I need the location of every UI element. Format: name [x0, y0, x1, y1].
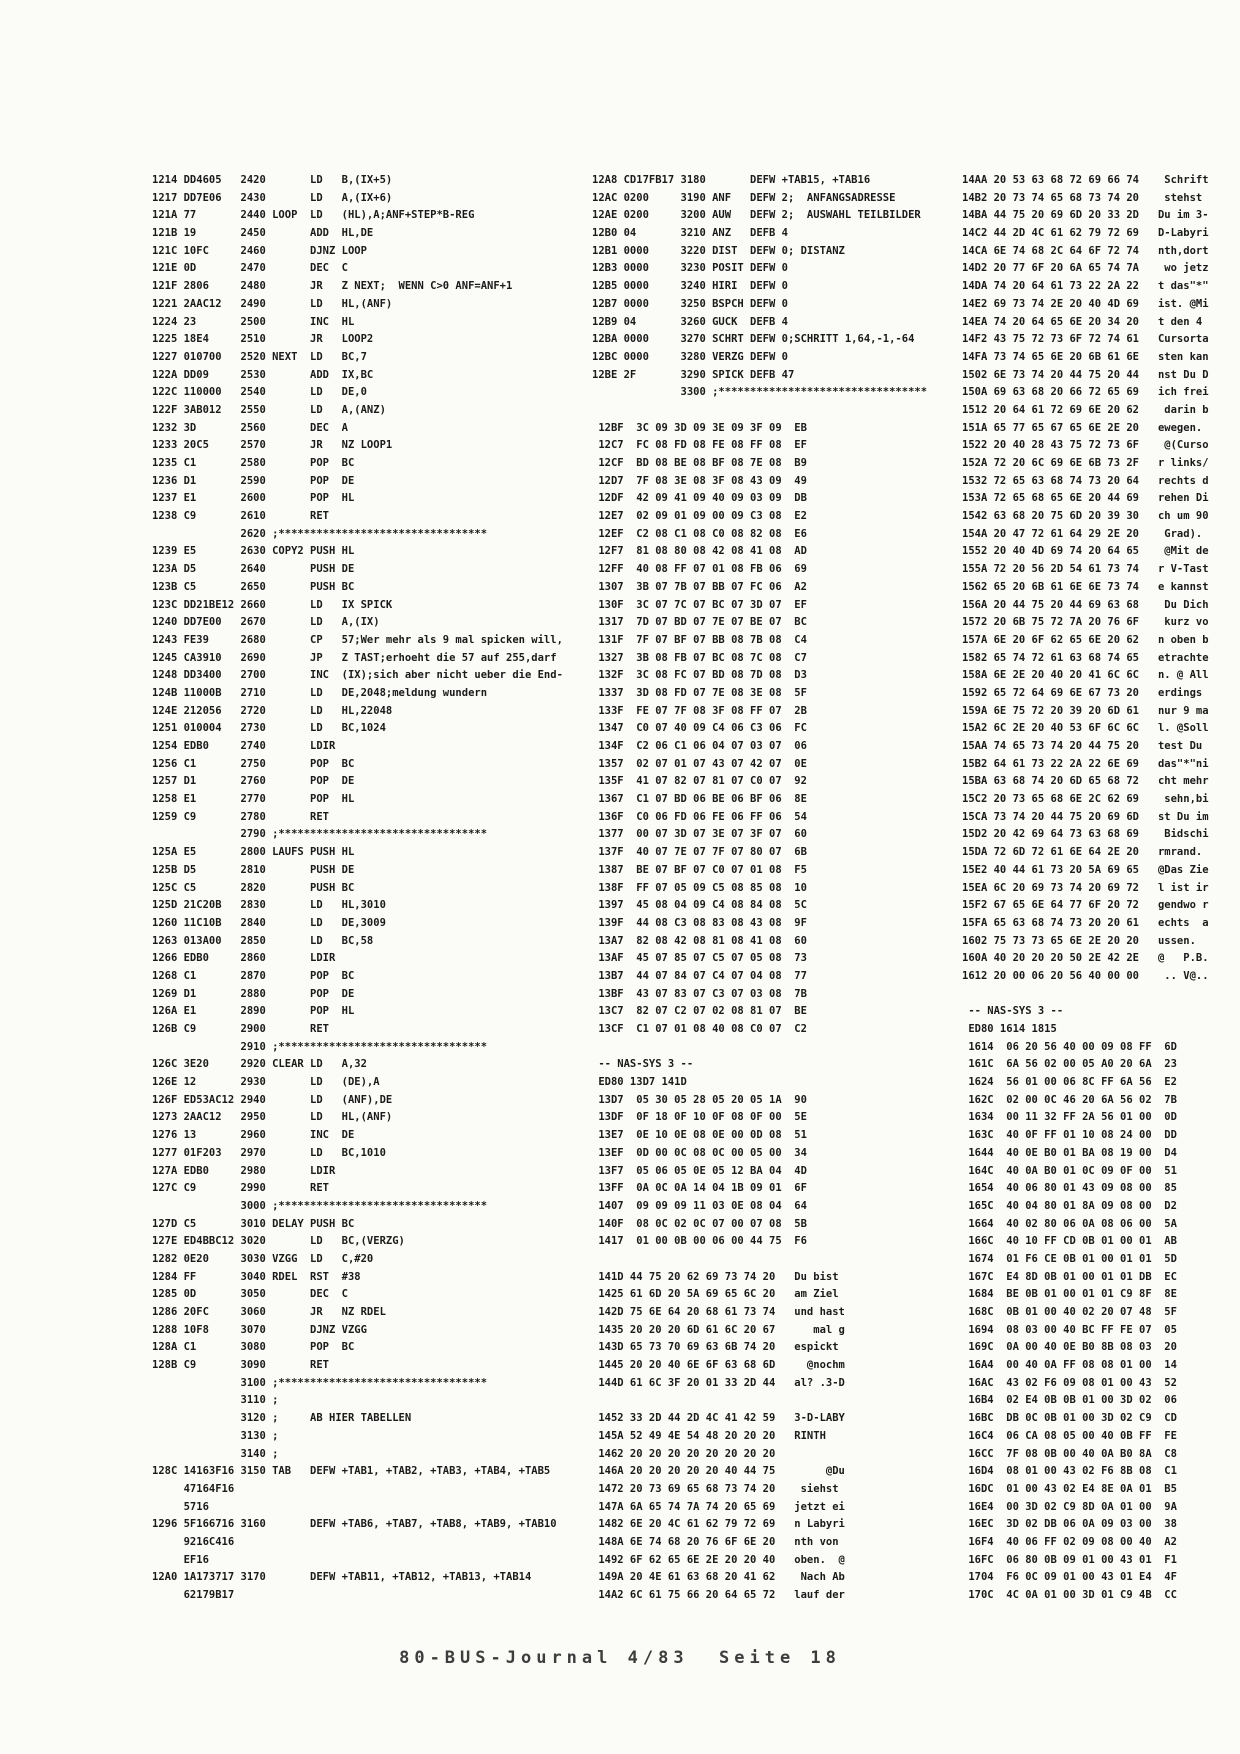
listing-line: 16F4 40 06 FF 02 09 08 00 40 A2 — [962, 1535, 1177, 1548]
listing-line: 128B C9 3090 RET — [152, 1359, 330, 1372]
listing-line: 15BA 63 68 74 20 6D 65 68 72 cht mehr — [962, 775, 1209, 788]
listing-line: 151A 65 77 65 67 65 6E 2E 20 ewegen. — [962, 421, 1203, 434]
listing-line: 1254 EDB0 2740 LDIR — [152, 740, 336, 752]
listing-line: 62179B17 — [152, 1589, 235, 1601]
listing-line: 12F7 81 08 80 08 42 08 41 08 AD — [592, 545, 807, 558]
listing-line: 126F ED53AC12 2940 LD (ANF),DE — [152, 1093, 393, 1106]
listing-line: 127D C5 3010 DELAY PUSH BC — [152, 1217, 355, 1230]
listing-line: 12B7 0000 3250 BSPCH DEFW 0 — [592, 297, 788, 310]
listing-line: 12BA 0000 3270 SCHRT DEFW 0;SCHRITT 1,64,-1,-64 — [592, 333, 915, 346]
listing-line: 15D2 20 42 69 64 73 63 68 69 Bidschi — [962, 828, 1209, 841]
listing-line: 1245 CA3910 2690 JP Z TAST;erhoeht die 57 auf 255,darf — [152, 651, 557, 664]
listing-line: 12FF 40 08 FF 07 01 08 FB 06 69 — [592, 563, 807, 576]
listing-line — [592, 1251, 927, 1269]
listing-line: 126E 12 2930 LD (DE),A — [152, 1076, 380, 1089]
listing-line: 15CA 73 74 20 44 75 20 69 6D st Du im — [962, 810, 1209, 823]
listing-line: 1317 7D 07 BD 07 7E 07 BE 07 BC — [592, 616, 807, 629]
listing-line: 159A 6E 75 72 20 39 20 6D 61 nur 9 ma — [962, 704, 1209, 717]
listing-line: 1347 C0 07 40 09 C4 06 C3 06 FC — [592, 722, 807, 735]
listing-line: 1602 75 73 73 65 6E 2E 20 20 ussen. — [962, 934, 1196, 947]
listing-line: 1407 09 09 09 11 03 0E 08 04 64 — [592, 1199, 807, 1212]
listing-line: 121C 10FC 2460 DJNZ LOOP — [152, 244, 367, 257]
listing-line: 1445 20 20 40 6E 6F 63 68 6D @nochm — [592, 1359, 845, 1372]
listing-line: 3000 ;********************************* — [152, 1199, 488, 1212]
listing-line: 1251 010004 2730 LD BC,1024 — [152, 722, 386, 735]
listing-line: 158A 6E 2E 20 40 20 41 6C 6C n. @ All — [962, 669, 1209, 682]
listing-line: 12C7 FC 08 FD 08 FE 08 FF 08 EF — [592, 439, 807, 452]
listing-line: 1644 40 0E B0 01 BA 08 19 00 D4 — [962, 1146, 1177, 1159]
listing-line: 1462 20 20 20 20 20 20 20 20 — [592, 1447, 776, 1460]
listing-line: 1674 01 F6 CE 0B 01 00 01 01 5D — [962, 1252, 1177, 1265]
listing-line: 1276 13 2960 INC DE — [152, 1129, 355, 1142]
listing-line: 14E2 69 73 74 2E 20 40 4D 69 ist. @Mi — [962, 297, 1209, 310]
listing-line: 1327 3B 08 FB 07 BC 08 7C 08 C7 — [592, 651, 807, 664]
listing-line: 3130 ; — [152, 1429, 279, 1442]
listing-column-middle — [592, 172, 927, 1605]
listing-line: 1417 01 00 0B 00 06 00 44 75 F6 — [592, 1235, 807, 1248]
listing-line: 144D 61 6C 3F 20 01 33 2D 44 al? .3-D — [592, 1376, 845, 1389]
listing-line: 1435 20 20 20 6D 61 6C 20 67 mal g — [592, 1323, 845, 1336]
listing-line: 121F 2806 2480 JR Z NEXT; WENN C>0 ANF=ANF+1 — [152, 280, 513, 293]
listing-line: 15A2 6C 2E 20 40 53 6F 6C 6C l. @Soll — [962, 722, 1209, 735]
listing-line: 152A 72 20 6C 69 6E 6B 73 2F r links/ — [962, 457, 1209, 469]
listing-line: 14B2 20 73 74 65 68 73 74 20 stehst — [962, 191, 1203, 204]
listing-line: 127A EDB0 2980 LDIR — [152, 1164, 336, 1177]
listing-line: 1482 6E 20 4C 61 62 79 72 69 n Labyri — [592, 1518, 845, 1531]
listing-line: 1397 45 08 04 09 C4 08 84 08 5C — [592, 899, 807, 912]
listing-line: 1654 40 06 80 01 43 09 08 00 85 — [962, 1182, 1177, 1195]
listing-line: 1286 20FC 3060 JR NZ RDEL — [152, 1306, 386, 1318]
listing-line: 134F C2 06 C1 06 04 07 03 07 06 — [592, 740, 807, 752]
listing-line: 154A 20 47 72 61 64 29 2E 20 Grad). — [962, 527, 1203, 540]
listing-line: 1263 013A00 2850 LD BC,58 — [152, 934, 374, 947]
listing-line: 1214 DD4605 2420 LD B,(IX+5) — [152, 174, 393, 186]
listing-line: 15E2 40 44 61 73 20 5A 69 65 @Das Zie — [962, 863, 1209, 876]
listing-line: 13DF 0F 18 0F 10 0F 08 0F 00 5E — [592, 1111, 807, 1124]
listing-line: 1307 3B 07 7B 07 BB 07 FC 06 A2 — [592, 580, 807, 593]
listing-line: 12A8 CD17FB17 3180 DEFW +TAB15, +TAB16 — [592, 174, 871, 186]
listing-line: 16DC 01 00 43 02 E4 8E 0A 01 B5 — [962, 1482, 1177, 1495]
listing-line: 1277 01F203 2970 LD BC,1010 — [152, 1146, 386, 1159]
listing-line: 14D2 20 77 6F 20 6A 65 74 7A wo jetz — [962, 262, 1209, 275]
listing-line: 1237 E1 2600 POP HL — [152, 492, 355, 505]
listing-line: 13B7 44 07 84 07 C4 07 04 08 77 — [592, 969, 807, 982]
listing-line: 1235 C1 2580 POP BC — [152, 457, 355, 469]
listing-line: 12EF C2 08 C1 08 C0 08 82 08 E6 — [592, 527, 807, 540]
listing-line: 128A C1 3080 POP BC — [152, 1341, 355, 1354]
listing-line: 2910 ;********************************* — [152, 1040, 488, 1053]
listing-line: 13BF 43 07 83 07 C3 07 03 08 7B — [592, 987, 807, 1000]
listing-line: 12E7 02 09 01 09 00 09 C3 08 E2 — [592, 510, 807, 523]
listing-line: 1532 72 65 63 68 74 73 20 64 rechts d — [962, 474, 1209, 487]
listing-line: 1694 08 03 00 40 BC FF FE 07 05 — [962, 1323, 1177, 1336]
listing-line: 124B 11000B 2710 LD DE,2048;meldung wundern — [152, 686, 488, 699]
listing-line: 1248 DD3400 2700 INC (IX);sich aber nicht ueber die End- — [152, 669, 563, 682]
listing-line: 12CF BD 08 BE 08 BF 08 7E 08 B9 — [592, 457, 807, 469]
listing-line: 15DA 72 6D 72 61 6E 64 2E 20 rmrand. — [962, 846, 1203, 859]
listing-line: 1502 6E 73 74 20 44 75 20 44 nst Du D — [962, 368, 1209, 381]
listing-line: 163C 40 0F FF 01 10 08 24 00 DD — [962, 1129, 1177, 1142]
listing-line: 1542 63 68 20 75 6D 20 39 30 ch um 90 — [962, 510, 1209, 523]
listing-line: 168C 0B 01 00 40 02 20 07 48 5F — [962, 1306, 1177, 1318]
listing-line — [592, 402, 927, 420]
listing-line: 125B D5 2810 PUSH DE — [152, 863, 355, 876]
listing-line: 157A 6E 20 6F 62 65 6E 20 62 n oben b — [962, 633, 1209, 646]
listing-line: 124E 212056 2720 LD HL,22048 — [152, 704, 393, 717]
listing-line: 1337 3D 08 FD 07 7E 08 3E 08 5F — [592, 686, 807, 699]
listing-line: -- NAS-SYS 3 -- — [962, 1005, 1064, 1018]
listing-line: 16AC 43 02 F6 09 08 01 00 43 52 — [962, 1376, 1177, 1389]
listing-line: 16CC 7F 08 0B 00 40 0A B0 8A C8 — [962, 1447, 1177, 1460]
listing-line: 3100 ;********************************* — [152, 1376, 488, 1389]
listing-line: 15EA 6C 20 69 73 74 20 69 72 l ist ir — [962, 881, 1209, 894]
listing-line: 167C E4 8D 0B 01 00 01 01 DB EC — [962, 1270, 1177, 1283]
listing-line: 12B3 0000 3230 POSIT DEFW 0 — [592, 262, 788, 275]
listing-line: 14BA 44 75 20 69 6D 20 33 2D Du im 3- — [962, 209, 1209, 222]
listing-line — [962, 986, 1209, 1004]
listing-line: 1704 F6 0C 09 01 00 43 01 E4 4F — [962, 1571, 1177, 1584]
listing-line: 16FC 06 80 0B 09 01 00 43 01 F1 — [962, 1553, 1177, 1566]
listing-line: 1634 00 11 32 FF 2A 56 01 00 0D — [962, 1111, 1177, 1124]
listing-line: 15C2 20 73 65 68 6E 2C 62 69 sehn,bi — [962, 793, 1209, 806]
listing-line: 16EC 3D 02 DB 06 0A 09 03 00 38 — [962, 1518, 1177, 1531]
listing-line: 125C C5 2820 PUSH BC — [152, 881, 355, 894]
listing-line: 123B C5 2650 PUSH BC — [152, 580, 355, 593]
listing-line: 13D7 05 30 05 28 05 20 05 1A 90 — [592, 1093, 807, 1106]
listing-line: 12BE 2F 3290 SPICK DEFB 47 — [592, 368, 795, 381]
listing-line: 165C 40 04 80 01 8A 09 08 00 D2 — [962, 1199, 1177, 1212]
listing-line: 133F FE 07 7F 08 3F 08 FF 07 2B — [592, 704, 807, 717]
listing-line: 1256 C1 2750 POP BC — [152, 757, 355, 770]
listing-line: 161C 6A 56 02 00 05 A0 20 6A 23 — [962, 1058, 1177, 1071]
listing-line: 131F 7F 07 BF 07 BB 08 7B 08 C4 — [592, 633, 807, 646]
listing-line: 166C 40 10 FF CD 0B 01 00 01 AB — [962, 1235, 1177, 1248]
listing-line: 47164F16 — [152, 1482, 235, 1495]
listing-line: 1572 20 6B 75 72 7A 20 76 6F kurz vo — [962, 616, 1209, 629]
listing-line: 142D 75 6E 64 20 68 61 73 74 und hast — [592, 1306, 845, 1318]
listing-line: 1452 33 2D 44 2D 4C 41 42 59 3-D-LABY — [592, 1412, 845, 1425]
listing-line: 1243 FE39 2680 CP 57;Wer mehr als 9 mal spicken will, — [152, 633, 563, 646]
listing-line: 143D 65 73 70 69 63 6B 74 20 espickt — [592, 1341, 839, 1354]
listing-line: 14A2 6C 61 75 66 20 64 65 72 lauf der — [592, 1589, 845, 1601]
listing-line: 1224 23 2500 INC HL — [152, 315, 355, 328]
listing-line: 1221 2AAC12 2490 LD HL,(ANF) — [152, 297, 393, 310]
listing-line: 122A DD09 2530 ADD IX,BC — [152, 368, 374, 381]
listing-line: 1664 40 02 80 06 0A 08 06 00 5A — [962, 1217, 1177, 1230]
listing-line: 1273 2AAC12 2950 LD HL,(ANF) — [152, 1111, 393, 1124]
listing-line: 1624 56 01 00 06 8C FF 6A 56 E2 — [962, 1076, 1177, 1089]
listing-line: 13F7 05 06 05 0E 05 12 BA 04 4D — [592, 1164, 807, 1177]
listing-line: 2790 ;********************************* — [152, 828, 488, 841]
listing-line: 170C 4C 0A 01 00 3D 01 C9 4B CC — [962, 1589, 1177, 1601]
listing-line: 125A E5 2800 LAUFS PUSH HL — [152, 846, 355, 859]
listing-line: 1266 EDB0 2860 LDIR — [152, 952, 336, 965]
listing-line: 1614 06 20 56 40 00 09 08 FF 6D — [962, 1040, 1177, 1053]
listing-line: 146A 20 20 20 20 20 40 44 75 @Du — [592, 1465, 845, 1478]
listing-line: 125D 21C20B 2830 LD HL,3010 — [152, 899, 386, 912]
listing-line: 5716 — [152, 1500, 209, 1513]
listing-line: 1296 5F166716 3160 DEFW +TAB6, +TAB7, +TAB8, +TAB9, +TAB10 — [152, 1518, 557, 1531]
listing-line: 141D 44 75 20 62 69 73 74 20 Du bist — [592, 1270, 839, 1283]
listing-line: 3120 ; AB HIER TABELLEN — [152, 1412, 412, 1425]
listing-line: 3300 ;********************************* — [592, 386, 928, 399]
listing-line: 130F 3C 07 7C 07 BC 07 3D 07 EF — [592, 598, 807, 611]
listing-line: 12AC 0200 3190 ANF DEFW 2; ANFANGSADRESSE — [592, 191, 896, 204]
listing-line: 13C7 82 07 C2 07 02 08 81 07 BE — [592, 1005, 807, 1018]
listing-line: 15F2 67 65 6E 64 77 6F 20 72 gendwo r — [962, 899, 1209, 912]
listing-line: 16A4 00 40 0A FF 08 08 01 00 14 — [962, 1359, 1177, 1372]
listing-line: 126C 3E20 2920 CLEAR LD A,32 — [152, 1058, 367, 1071]
listing-line: 137F 40 07 7E 07 7F 07 80 07 6B — [592, 846, 807, 859]
listing-line: ED80 1614 1815 — [962, 1023, 1057, 1035]
listing-line: 1387 BE 07 BF 07 C0 07 01 08 F5 — [592, 863, 807, 876]
listing-line: 135F 41 07 82 07 81 07 C0 07 92 — [592, 775, 807, 788]
listing-line: 1236 D1 2590 POP DE — [152, 474, 355, 487]
listing-line: -- NAS-SYS 3 -- — [592, 1058, 694, 1071]
listing-line: 1260 11C10B 2840 LD DE,3009 — [152, 916, 386, 929]
listing-line: 132F 3C 08 FC 07 BD 08 7D 08 D3 — [592, 669, 807, 682]
listing-line: 1285 0D 3050 DEC C — [152, 1288, 348, 1301]
listing-line: 12B5 0000 3240 HIRI DEFW 0 — [592, 280, 788, 293]
listing-line: 1562 65 20 6B 61 6E 6E 73 74 e kannst — [962, 580, 1209, 593]
listing-line: 12AE 0200 3200 AUW DEFW 2; AUSWAHL TEILBILDER — [592, 209, 921, 222]
listing-line: 1269 D1 2880 POP DE — [152, 987, 355, 1000]
listing-line: 121E 0D 2470 DEC C — [152, 262, 348, 275]
listing-line: 13EF 0D 00 0C 08 0C 00 05 00 34 — [592, 1146, 807, 1159]
listing-line: 164C 40 0A B0 01 0C 09 0F 00 51 — [962, 1164, 1177, 1177]
listing-line: 13E7 0E 10 0E 08 0E 00 0D 08 51 — [592, 1129, 807, 1142]
listing-line: 138F FF 07 05 09 C5 08 85 08 10 — [592, 881, 807, 894]
listing-line: 16D4 08 01 00 43 02 F6 8B 08 C1 — [962, 1465, 1177, 1478]
listing-line: 1282 0E20 3030 VZGG LD C,#20 — [152, 1252, 374, 1265]
listing-line: 169C 0A 00 40 0E B0 8B 08 03 20 — [962, 1341, 1177, 1354]
listing-line: 13FF 0A 0C 0A 14 04 1B 09 01 6F — [592, 1182, 807, 1195]
listing-line: 1377 00 07 3D 07 3E 07 3F 07 60 — [592, 828, 807, 841]
listing-line: 3140 ; — [152, 1447, 279, 1460]
listing-line: 1512 20 64 61 72 69 6E 20 62 darin b — [962, 403, 1209, 416]
listing-line: 1232 3D 2560 DEC A — [152, 421, 348, 434]
listing-column-right — [962, 172, 1209, 1605]
listing-column-left — [152, 172, 563, 1605]
listing-line: 136F C0 06 FD 06 FE 06 FF 06 54 — [592, 810, 807, 823]
listing-line: 1227 010700 2520 NEXT LD BC,7 — [152, 350, 367, 363]
listing-line: 122F 3AB012 2550 LD A,(ANZ) — [152, 403, 386, 416]
listing-line: 16BC DB 0C 0B 01 00 3D 02 C9 CD — [962, 1412, 1177, 1425]
listing-line: 1592 65 72 64 69 6E 67 73 20 erdings — [962, 686, 1203, 699]
listing-line — [592, 1392, 927, 1410]
listing-line: 14FA 73 74 65 6E 20 6B 61 6E sten kan — [962, 350, 1209, 363]
listing-line: 14DA 74 20 64 61 73 22 2A 22 t das"*" — [962, 280, 1209, 293]
listing-line: 13CF C1 07 01 08 40 08 C0 07 C2 — [592, 1023, 807, 1035]
listing-line: 162C 02 00 0C 46 20 6A 56 02 7B — [962, 1093, 1177, 1106]
listing-line: 122C 110000 2540 LD DE,0 — [152, 386, 367, 399]
listing-line: 14C2 44 2D 4C 61 62 79 72 69 D-Labyri — [962, 227, 1209, 240]
listing-line: 1268 C1 2870 POP BC — [152, 969, 355, 982]
listing-line: 12B1 0000 3220 DIST DEFW 0; DISTANZ — [592, 244, 845, 257]
listing-line: 1425 61 6D 20 5A 69 65 6C 20 am Ziel — [592, 1288, 839, 1301]
listing-line: 1225 18E4 2510 JR LOOP2 — [152, 333, 374, 346]
listing-line: 1233 20C5 2570 JR NZ LOOP1 — [152, 439, 393, 452]
listing-line: 1552 20 40 4D 69 74 20 64 65 @Mit de — [962, 545, 1209, 558]
listing-line: 145A 52 49 4E 54 48 20 20 20 RINTH — [592, 1429, 826, 1442]
listing-line: 14CA 6E 74 68 2C 64 6F 72 74 nth,dort — [962, 244, 1209, 257]
listing-line: 1240 DD7E00 2670 LD A,(IX) — [152, 616, 380, 629]
listing-line: 1612 20 00 06 20 56 40 00 00 .. V@.. — [962, 969, 1209, 982]
page-footer: 80-BUS-Journal 4/83 Seite 18 — [399, 1648, 841, 1668]
listing-line: EF16 — [152, 1553, 209, 1566]
listing-line — [592, 1039, 927, 1057]
listing-line: 160A 40 20 20 20 50 2E 42 2E @ P.B. — [962, 952, 1209, 965]
listing-line: 9216C416 — [152, 1535, 235, 1548]
listing-line: 1492 6F 62 65 6E 2E 20 20 40 oben. @ — [592, 1553, 845, 1566]
listing-line: 148A 6E 74 68 20 76 6F 6E 20 nth von — [592, 1535, 839, 1548]
listing-line: 1257 D1 2760 POP DE — [152, 775, 355, 788]
listing-line: 153A 72 65 68 65 6E 20 44 69 rehen Di — [962, 492, 1209, 505]
listing-line: 155A 72 20 56 2D 54 61 73 74 r V-Tast — [962, 563, 1209, 576]
listing-line: 1259 C9 2780 RET — [152, 810, 330, 823]
listing-line: 1217 DD7E06 2430 LD A,(IX+6) — [152, 191, 393, 204]
listing-line: 12BC 0000 3280 VERZG DEFW 0 — [592, 350, 788, 363]
listing-line: 12BF 3C 09 3D 09 3E 09 3F 09 EB — [592, 421, 807, 434]
listing-line: 1522 20 40 28 43 75 72 73 6F @(Curso — [962, 439, 1209, 452]
listing-line: 121B 19 2450 ADD HL,DE — [152, 227, 374, 240]
listing-line: 121A 77 2440 LOOP LD (HL),A;ANF+STEP*B-REG — [152, 209, 475, 222]
listing-line: 127E ED4BBC12 3020 LD BC,(VERZG) — [152, 1235, 405, 1248]
listing-line: 1367 C1 07 BD 06 BE 06 BF 06 8E — [592, 793, 807, 806]
listing-line: 1582 65 74 72 61 63 68 74 65 etrachte — [962, 651, 1209, 664]
listing-line: 16B4 02 E4 0B 0B 01 00 3D 02 06 — [962, 1394, 1177, 1407]
listing-line: 14AA 20 53 63 68 72 69 66 74 Schrift — [962, 174, 1209, 186]
listing-line: 13AF 45 07 85 07 C5 07 05 08 73 — [592, 952, 807, 965]
listing-line: 14EA 74 20 64 65 6E 20 34 20 t den 4 — [962, 315, 1203, 328]
listing-line: 13A7 82 08 42 08 81 08 41 08 60 — [592, 934, 807, 947]
listing-line: 126A E1 2890 POP HL — [152, 1005, 355, 1018]
listing-line: 1258 E1 2770 POP HL — [152, 793, 355, 806]
listing-line: 16E4 00 3D 02 C9 8D 0A 01 00 9A — [962, 1500, 1177, 1513]
listing-line: 126B C9 2900 RET — [152, 1023, 330, 1035]
listing-line: 12A0 1A173717 3170 DEFW +TAB11, +TAB12, +TAB13, +TAB14 — [152, 1571, 532, 1584]
listing-line: 15B2 64 61 73 22 2A 22 6E 69 das"*"ni — [962, 757, 1209, 770]
listing-line: 15FA 65 63 68 74 73 20 20 61 echts a — [962, 916, 1209, 929]
listing-line: 3110 ; — [152, 1394, 279, 1407]
listing-line: 150A 69 63 68 20 66 72 65 69 ich frei — [962, 386, 1209, 399]
listing-line: 128C 14163F16 3150 TAB DEFW +TAB1, +TAB2, +TAB3, +TAB4, +TAB5 — [152, 1465, 551, 1478]
listing-line: 1684 BE 0B 01 00 01 01 C9 8F 8E — [962, 1288, 1177, 1301]
listing-line: 139F 44 08 C3 08 83 08 43 08 9F — [592, 916, 807, 929]
listing-line: 12D7 7F 08 3E 08 3F 08 43 09 49 — [592, 474, 807, 487]
listing-line: 1288 10F8 3070 DJNZ VZGG — [152, 1323, 367, 1336]
listing-line: 156A 20 44 75 20 44 69 63 68 Du Dich — [962, 598, 1209, 611]
listing-line: 1284 FF 3040 RDEL RST #38 — [152, 1270, 361, 1283]
listing-line: 149A 20 4E 61 63 68 20 41 62 Nach Ab — [592, 1571, 845, 1584]
listing-line: 12B0 04 3210 ANZ DEFB 4 — [592, 227, 788, 240]
listing-line: 12B9 04 3260 GUCK DEFB 4 — [592, 315, 788, 328]
listing-line: 147A 6A 65 74 7A 74 20 65 69 jetzt ei — [592, 1500, 845, 1513]
listing-line: 1239 E5 2630 COPY2 PUSH HL — [152, 545, 355, 558]
listing-line: 1357 02 07 01 07 43 07 42 07 0E — [592, 757, 807, 770]
listing-line: 15AA 74 65 73 74 20 44 75 20 test Du — [962, 740, 1203, 752]
listing-line: 14F2 43 75 72 73 6F 72 74 61 Cursorta — [962, 333, 1209, 346]
listing-line: 123C DD21BE12 2660 LD IX SPICK — [152, 598, 393, 611]
listing-line: 12DF 42 09 41 09 40 09 03 09 DB — [592, 492, 807, 505]
listing-line: 1472 20 73 69 65 68 73 74 20 siehst — [592, 1482, 839, 1495]
listing-line: 2620 ;********************************* — [152, 527, 488, 540]
listing-line: 16C4 06 CA 08 05 00 40 0B FF FE — [962, 1429, 1177, 1442]
listing-line: 123A D5 2640 PUSH DE — [152, 563, 355, 576]
listing-line: 140F 08 0C 02 0C 07 00 07 08 5B — [592, 1217, 807, 1230]
listing-line: 127C C9 2990 RET — [152, 1182, 330, 1195]
listing-line: ED80 13D7 141D — [592, 1076, 687, 1089]
listing-line: 1238 C9 2610 RET — [152, 510, 330, 523]
